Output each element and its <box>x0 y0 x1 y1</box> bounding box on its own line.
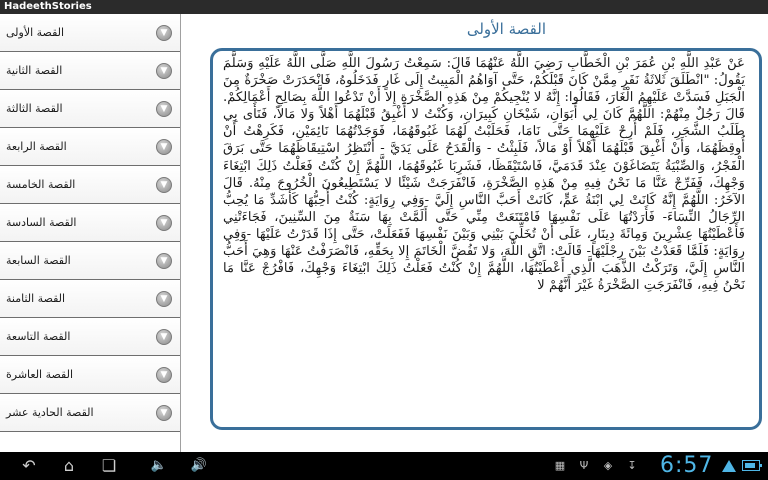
chevron-icon: ▼ <box>156 63 172 79</box>
volume-up-icon[interactable]: 🔊 <box>190 458 208 473</box>
story-text: عَنْ عَبْدِ اللَّهِ بْنِ عُمَرَ بْنِ الْخَطَّابِ رَضِيَ اللَّهُ عَنْهُمَا قَالَ: سَمِعْتُ رَسُولَ اللَّهِ صَلَّى اللَّهُ عَلَيْهِ وَسَلَّمَ يَقُولُ: "انْطَلَقَ ثَلاثَةُ نَفَرٍ مِمَّنْ كَانَ قَبْلَكُمْ، حَتَّى آوَاهُمُ الْمَبِيتُ إِلَى غَارٍ فَدَخَلُوهُ، فَانْحَدَرَتْ صَخْرَةٌ مِنَ الْجَبَلِ فَسَدَّتْ عَلَيْهِمُ الْغَارَ، فَقَالُوا: إِنَّهُ لا يُنْجِيكُمْ مِنْ هَذِهِ الصَّخْرَةِ إِلا أَنْ تَدْعُوا اللَّهَ بِصَالِحِ أَعْمَالِكُمْ. قَالَ رَجُلٌ مِنْهُمْ: اللَّهُمَّ كَانَ لِي أَبَوَانِ، شَيْخَانِ كَبِيرَانِ، وَكُنْتُ لا أَغْبِقُ قَبْلَهُمَا أَهْلاً وَلا مَالاً، فَنَأَى بِي طَلَبُ الشَّجَرِ، فَلَمْ أُرِحْ عَلَيْهِمَا حَتَّى نَامَا، فَحَلَبْتُ لَهُمَا غَبُوقَهُمَا، فَوَجَدْتُهُمَا نَائِمَيْنِ، فَكَرِهْتُ أَنْ أُوقِظَهُمَا، وَأَنْ أَغْبِقَ قَبْلَهُمَا أَهْلاً أَوْ مَالاً، فَلَبِثْتُ - وَالْقَدَحُ عَلَى يَدَيَّ - أَنْتَظِرُ اسْتِيقَاظَهُمَا حَتَّى بَرَقَ الْفَجْرُ، وَالصِّبْيَةُ يَتَضَاغَوْنَ عِنْدَ قَدَمَيَّ، فَاسْتَيْقَظَا، فَشَرِبَا غَبُوقَهُمَا، اللَّهُمَّ إِنْ كُنْتُ فَعَلْتُ ذَلِكَ ابْتِغَاءَ وَجْهِكَ، فَفَرِّجْ عَنَّا مَا نَحْنُ فِيهِ مِنْ هَذِهِ الصَّخْرَةِ، فَانْفَرَجَتْ شَيْئًا لا يَسْتَطِيعُونَ الْخُرُوجَ مِنْهُ. قَالَ الآخَرُ: اللَّهُمَّ إِنَّهُ كَانَتْ لِي ابْنَةُ عَمٍّ، كَانَتْ أَحَبَّ النَّاسِ إِلَيَّ -وَفِي رِوَايَةٍ: كُنْتُ أُحِبُّهَا كَأَشَدِّ مَا يُحِبُّ الرِّجَالُ النِّسَاءَ- فَأَرَدْتُهَا عَلَى نَفْسِهَا فَامْتَنَعَتْ مِنِّي حَتَّى أَلَمَّتْ بِهَا سَنَةٌ مِنَ السِّنِينَ، فَجَاءَتْنِي فَأَعْطَيْتُهَا عِشْرِينَ وَمِائَةَ دِينَارٍ، عَلَى أَنْ تُخَلِّيَ بَيْنِي وَبَيْنَ نَفْسِهَا فَفَعَلَتْ، حَتَّى إِذَا قَدَرْتُ عَلَيْهَا -وَفِي رِوَايَةٍ: فَلَمَّا قَعَدْتُ بَيْنَ رِجْلَيْهَا- قَالَتْ: اتَّقِ اللَّهَ، وَلا تَفُضَّ الْخَاتَمَ إِلا بِحَقِّهِ، فَانْصَرَفْتُ عَنْهَا وَهِيَ أَحَبُّ النَّاسِ إِلَيَّ، وَتَرَكْتُ الذَّهَبَ الَّذِي أَعْطَيْتُهَا، اللَّهُمَّ إِنْ كُنْتُ فَعَلْتُ ذَلِكَ ابْتِغَاءَ وَجْهِكَ، فَافْرُجْ عَنَّا مَا نَحْنُ فِيهِ، فَانْفَرَجَتِ الصَّخْرَةُ غَيْرَ أَنَّهُمْ لا <box>223 56 745 294</box>
story-content-pane <box>182 14 768 452</box>
chevron-icon: ▼ <box>156 367 172 383</box>
sidebar-item-label: القصة الثامنة <box>6 292 66 305</box>
sidebar-item-label: القصة العاشرة <box>6 368 74 381</box>
sidebar-item-story-10[interactable] <box>0 356 180 394</box>
system-navigation-bar <box>0 452 768 480</box>
sidebar-item-story-2[interactable] <box>0 52 180 90</box>
chevron-icon: ▼ <box>156 215 172 231</box>
sidebar-item-label: القصة السابعة <box>6 254 71 267</box>
chevron-icon: ▼ <box>156 329 172 345</box>
sidebar-item-story-8[interactable] <box>0 280 180 318</box>
sidebar-item-label: القصة الأولى <box>6 26 65 39</box>
sidebar-item-label: القصة الخامسة <box>6 178 76 191</box>
app-title: HadeethStories <box>4 1 92 12</box>
download-icon: ↧ <box>627 459 637 472</box>
recent-apps-icon[interactable]: ❏ <box>101 456 117 475</box>
sidebar-item-label: القصة الرابعة <box>6 140 67 153</box>
battery-icon <box>742 460 760 471</box>
sidebar-item-story-1[interactable] <box>0 14 180 52</box>
chevron-icon: ▼ <box>156 25 172 41</box>
sidebar-item-label: القصة الثانية <box>6 64 63 77</box>
sidebar-item-label: القصة التاسعة <box>6 330 71 343</box>
volume-down-icon[interactable]: 🔈 <box>150 458 168 473</box>
grid-icon: ▦ <box>554 459 566 472</box>
sidebar-item-story-7[interactable] <box>0 242 180 280</box>
story-title: القصة الأولى <box>466 20 546 38</box>
chevron-icon: ▼ <box>156 291 172 307</box>
sidebar-item-story-3[interactable] <box>0 90 180 128</box>
back-icon[interactable]: ↶ <box>22 456 36 475</box>
sidebar-item-story-4[interactable] <box>0 128 180 166</box>
home-icon[interactable]: ⌂ <box>63 456 75 475</box>
clock: 6:57 <box>660 453 714 478</box>
sidebar-item-story-6[interactable] <box>0 204 180 242</box>
story-list-sidebar[interactable] <box>0 14 181 452</box>
sidebar-item-label: القصة السادسة <box>6 216 77 229</box>
sidebar-item-label: القصة الثالثة <box>6 102 63 115</box>
chevron-icon: ▼ <box>156 101 172 117</box>
chevron-icon: ▼ <box>156 405 172 421</box>
sidebar-item-story-5[interactable] <box>0 166 180 204</box>
android-icon: ◈ <box>603 459 613 472</box>
chevron-icon: ▼ <box>156 253 172 269</box>
wifi-icon <box>722 460 736 472</box>
sidebar-item-story-11[interactable] <box>0 394 180 432</box>
app-title-bar <box>0 0 768 14</box>
sidebar-item-story-9[interactable] <box>0 318 180 356</box>
chevron-icon: ▼ <box>156 139 172 155</box>
usb-icon: Ψ <box>579 459 589 472</box>
story-text-box[interactable] <box>210 48 762 430</box>
chevron-icon: ▼ <box>156 177 172 193</box>
sidebar-item-label: القصة الحادية عشر <box>6 406 94 419</box>
